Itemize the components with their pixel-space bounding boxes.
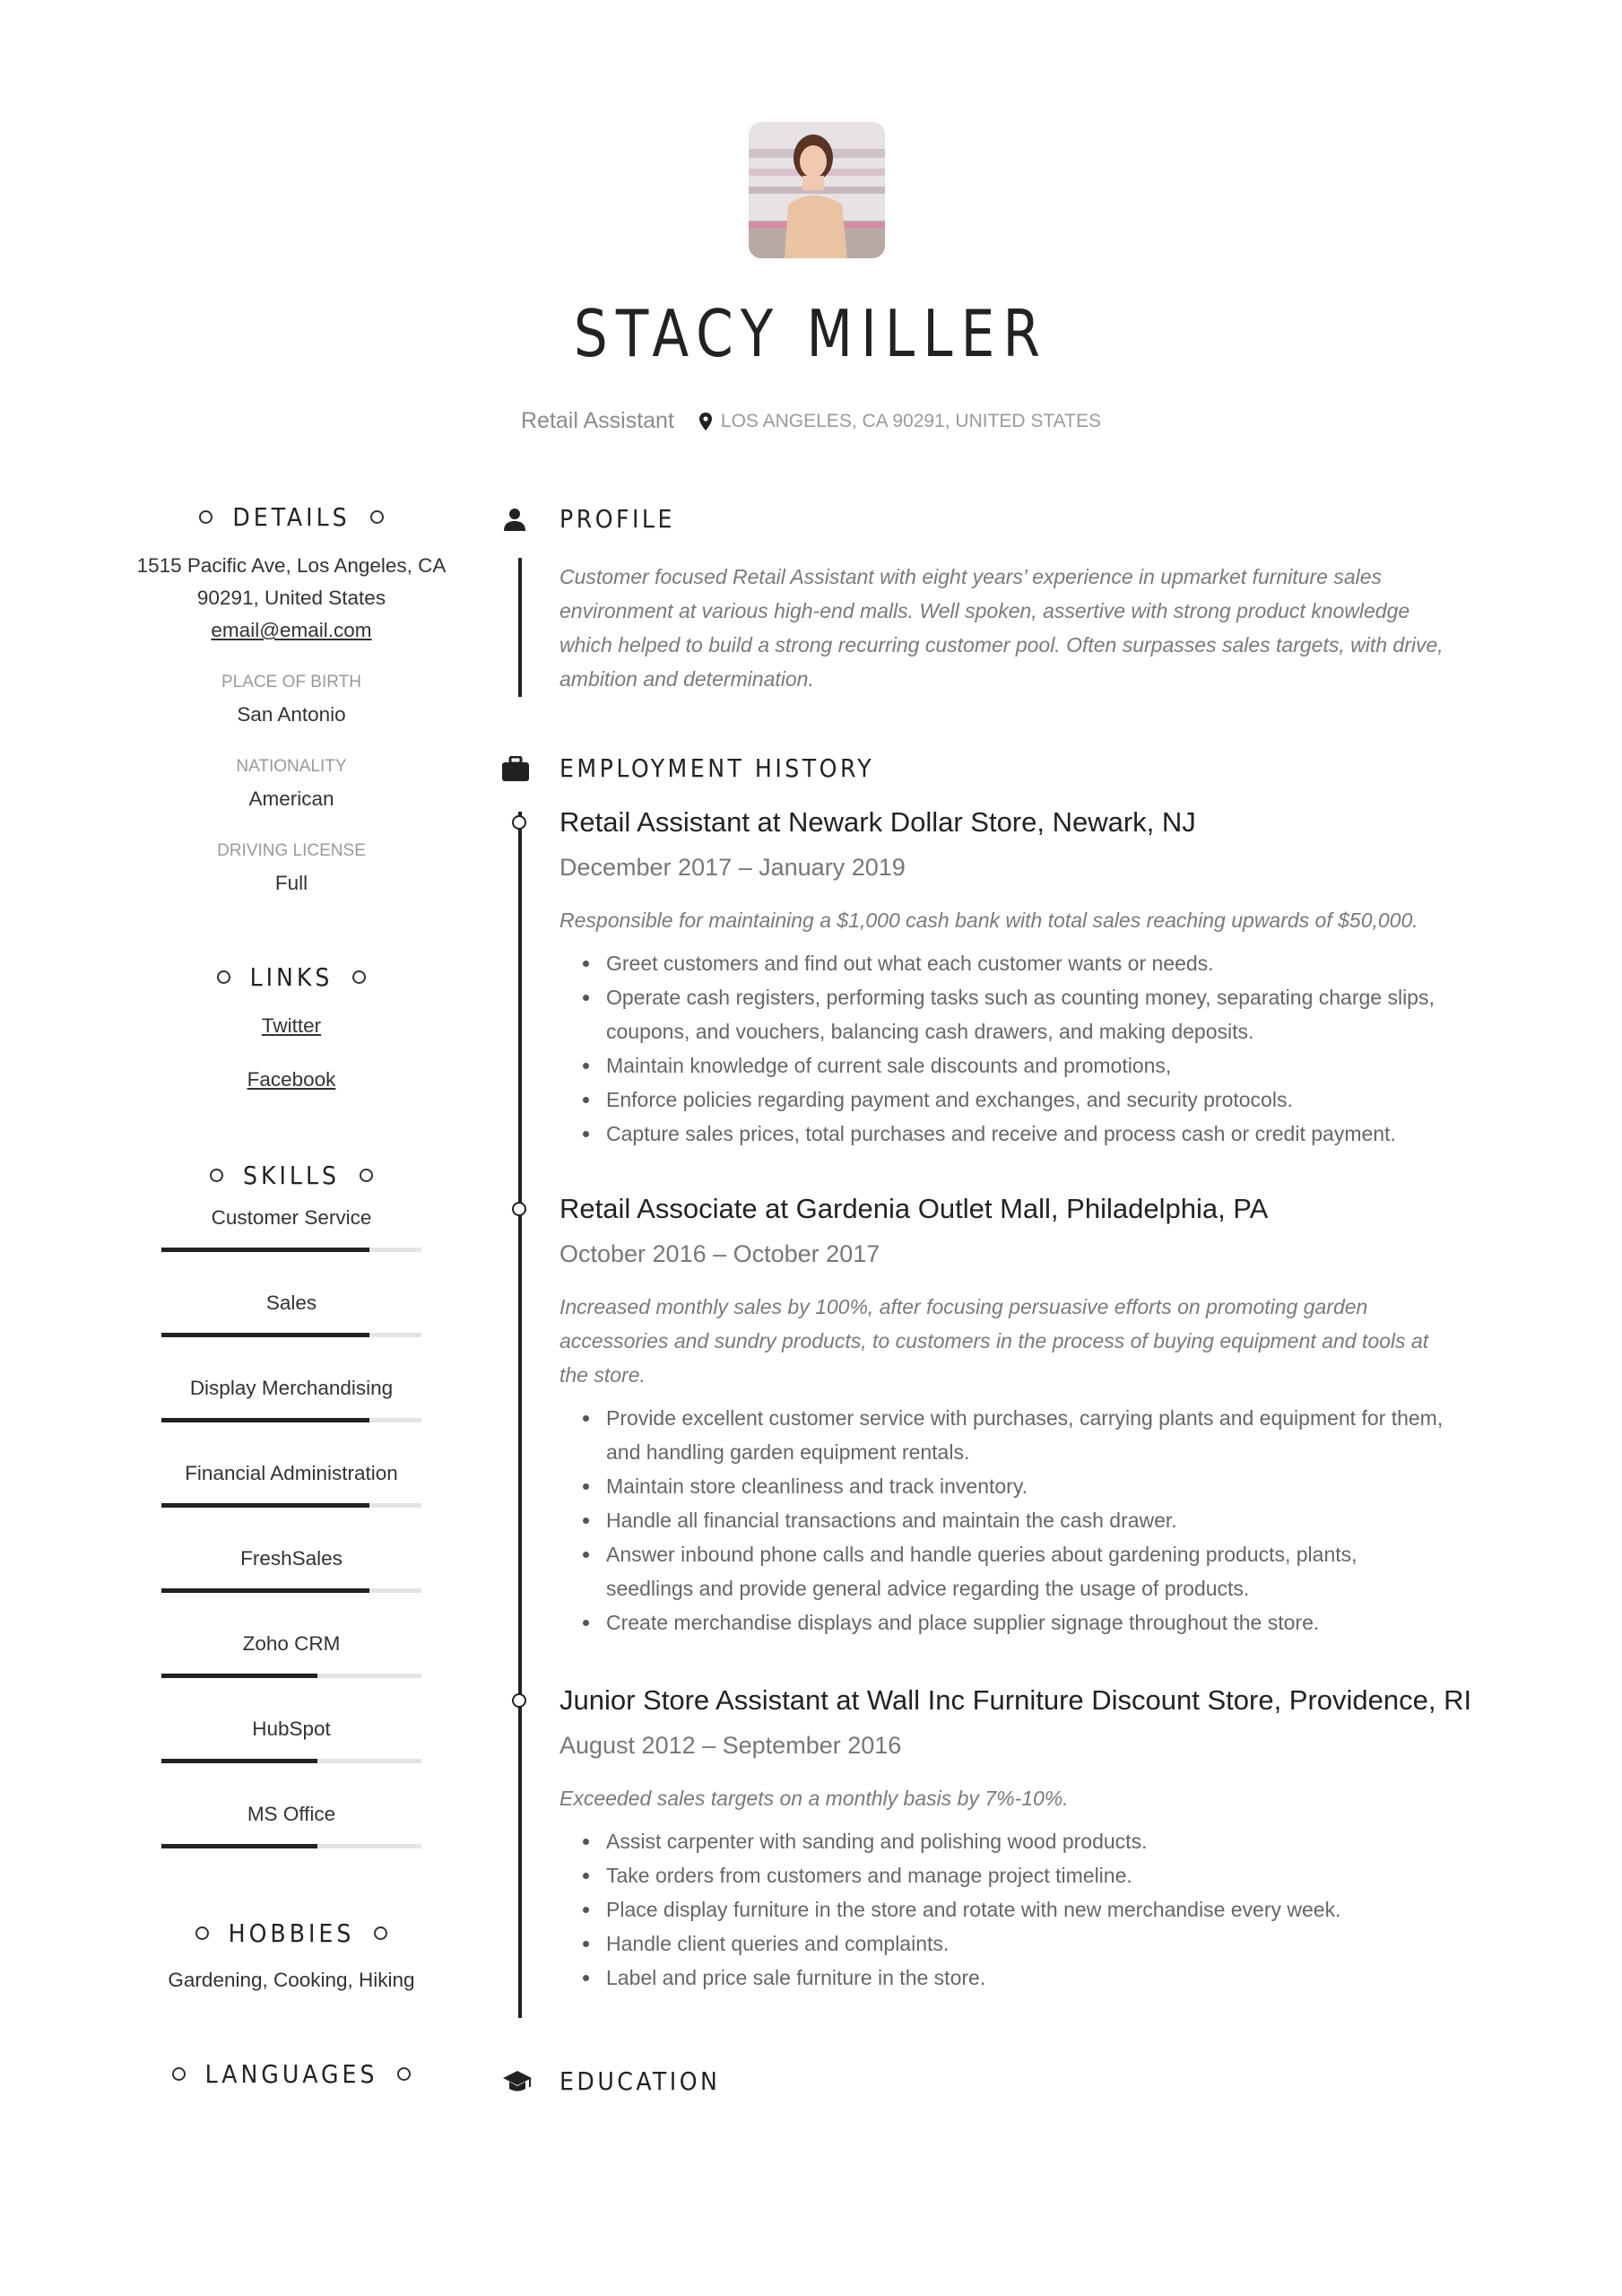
driving-license: Full (274, 872, 308, 894)
skills-list (134, 1203, 448, 1848)
employment-heading (502, 753, 874, 783)
briefcase-icon (502, 756, 529, 781)
profile-line: Customer focused Retail Assistant with eight years’ experience in upmarket furniture sales (559, 565, 1383, 588)
location-text: LOS ANGELES, CA 90291, UNITED STATES (720, 410, 1101, 431)
job-summary-line: Increased monthly sales by 100%, after focusing persuasive efforts on promoting garden (559, 1295, 1368, 1318)
skill-item (134, 1373, 448, 1422)
list-item: Label and price sale furniture in the store. (606, 1961, 1510, 1995)
ring-icon (360, 1169, 373, 1182)
list-item: Capture sales prices, total purchases and receive and process cash or credit payment. (606, 1117, 1510, 1151)
job-summary-line: Responsible for maintaining a $1,000 cash bank with total sales reaching upwards of $50,000. (559, 909, 1418, 932)
skill-label: Display Merchandising (189, 1377, 394, 1399)
skill-item (134, 1544, 448, 1593)
job-entry (559, 1681, 1510, 1995)
driving-license-label: DRIVING LICENSE (217, 841, 366, 860)
skills-heading (134, 1161, 448, 1190)
job-dates: December 2017 – January 2019 (559, 854, 906, 881)
ring-icon (210, 1169, 223, 1182)
ring-icon (397, 2067, 411, 2081)
details-heading (134, 502, 448, 532)
list-item: Greet customers and find out what each customer wants or needs. (606, 946, 1510, 980)
profile-photo (749, 122, 885, 258)
address-line-1: 1515 Pacific Ave, Los Angeles, CA (136, 554, 447, 577)
profile-heading (502, 504, 675, 534)
hobbies-text: Gardening, Cooking, Hiking (168, 1969, 415, 1991)
job-title: Junior Store Assistant at Wall Inc Furniture Discount Store, Providence, RI (559, 1684, 1472, 1716)
address-line-2: 90291, United States (196, 587, 386, 609)
skill-bar (161, 1588, 421, 1593)
skill-item (134, 1629, 448, 1678)
list-item: Create merchandise displays and place supplier signage throughout the store. (606, 1605, 1510, 1639)
nationality: American (248, 787, 334, 810)
link-facebook[interactable]: Facebook (247, 1068, 336, 1091)
list-item: Provide excellent customer service with purchases, carrying plants and equipment for them, and handling garden equipment rentals. (606, 1401, 1510, 1469)
list-item: Enforce policies regarding payment and exchanges, and security protocols. (606, 1083, 1510, 1117)
header-subtitle (0, 408, 1622, 434)
skill-bar-fill (161, 1418, 369, 1422)
skill-bar-fill (161, 1588, 369, 1593)
job-bullets (559, 1824, 1510, 1995)
place-of-birth-label: PLACE OF BIRTH (221, 673, 361, 691)
skill-label: Zoho CRM (242, 1632, 341, 1655)
profile-summary (559, 560, 1510, 696)
skill-item (134, 1714, 448, 1763)
hobbies-heading (134, 1918, 448, 1948)
timeline-node (512, 1693, 526, 1708)
list-item: Place display furniture in the store and rotate with new merchandise every week. (606, 1892, 1510, 1926)
job-bullets (559, 1401, 1510, 1639)
skill-bar-fill (161, 1503, 369, 1508)
profile-photo-illustration (749, 122, 885, 258)
job-summary-line: accessories and sundry products, to customers in the process of buying equipment and tools at (559, 1329, 1429, 1352)
job-bullets (559, 946, 1510, 1151)
skill-bar-fill (161, 1333, 369, 1337)
skill-label: Customer Service (211, 1206, 372, 1229)
job-title: Retail Associate at Gardenia Outlet Mall, Philadelphia, PA (559, 1193, 1269, 1224)
ring-icon (195, 1926, 209, 1940)
skills-heading-label: SKILLS (243, 1161, 340, 1190)
ring-icon (172, 2067, 186, 2081)
profile-line: environment at various high-end malls. Well spoken, assertive with strong product knowledge (559, 599, 1410, 622)
profile-heading-label: PROFILE (559, 504, 675, 534)
skill-bar (161, 1248, 421, 1252)
languages-heading (134, 2059, 448, 2089)
ring-icon (217, 970, 230, 984)
candidate-name: STACY MILLER (573, 296, 1049, 371)
ring-icon (370, 510, 384, 524)
skill-item (134, 1288, 448, 1337)
link-twitter[interactable]: Twitter (261, 1014, 322, 1037)
employment-heading-label: EMPLOYMENT HISTORY (559, 753, 875, 783)
list-item: Maintain knowledge of current sale discounts and promotions, (606, 1048, 1510, 1083)
skill-label: FreshSales (240, 1547, 343, 1570)
job-entry (559, 803, 1510, 1151)
job-title: Retail Assistant at Newark Dollar Store, Newark, NJ (559, 806, 1196, 838)
job-dates: August 2012 – September 2016 (559, 1732, 902, 1759)
nationality-label: NATIONALITY (236, 757, 347, 776)
skill-bar-fill (161, 1759, 317, 1763)
job-title: Retail Assistant (521, 408, 674, 433)
skill-bar (161, 1674, 421, 1678)
links-heading (134, 962, 448, 992)
list-item: Assist carpenter with sanding and polishing wood products. (606, 1824, 1510, 1858)
skill-bar (161, 1844, 421, 1848)
skill-label: Financial Administration (185, 1462, 398, 1484)
job-summary (559, 1781, 1510, 1815)
list-item: Maintain store cleanliness and track inventory. (606, 1469, 1510, 1503)
skill-bar (161, 1333, 421, 1337)
ring-icon (199, 510, 213, 524)
profile-line: ambition and determination. (559, 667, 814, 691)
skill-item (134, 1203, 448, 1252)
skill-bar-fill (161, 1248, 369, 1252)
location (699, 411, 1101, 432)
skill-label: HubSpot (252, 1718, 331, 1740)
ring-icon (352, 970, 366, 984)
profile-line: which helped to build a strong recurring customer pool. Often surpasses sales targets, with drive, (559, 633, 1444, 657)
links-heading-label: LINKS (249, 962, 334, 992)
profile-timeline-line (518, 558, 522, 697)
skill-bar-fill (161, 1844, 317, 1848)
job-summary-line: the store. (559, 1363, 646, 1387)
details-heading-label: DETAILS (232, 502, 351, 532)
timeline-node (512, 1202, 526, 1216)
job-summary (559, 903, 1510, 937)
skill-item (134, 1799, 448, 1848)
list-item: Take orders from customers and manage project timeline. (606, 1858, 1510, 1892)
skill-bar (161, 1759, 421, 1763)
skill-bar (161, 1503, 421, 1508)
skill-label: Sales (265, 1292, 317, 1314)
education-heading-label: EDUCATION (559, 2066, 721, 2096)
job-dates: October 2016 – October 2017 (559, 1240, 880, 1267)
job-summary (559, 1290, 1510, 1392)
email-link[interactable]: email@email.com (211, 619, 372, 641)
hobbies-heading-label: HOBBIES (228, 1918, 355, 1948)
skill-bar (161, 1418, 421, 1422)
languages-heading-label: LANGUAGES (204, 2059, 378, 2089)
location-pin-icon (699, 413, 712, 430)
skill-item (134, 1458, 448, 1508)
employment-timeline-line (518, 812, 522, 2018)
timeline-node (512, 815, 526, 830)
education-heading (502, 2066, 720, 2096)
list-item: Answer inbound phone calls and handle queries about gardening products, plants, seedlings and provide general advice regarding the usage of products. (606, 1537, 1510, 1605)
ring-icon (374, 1926, 387, 1940)
list-item: Handle client queries and complaints. (606, 1926, 1510, 1961)
skill-bar-fill (161, 1674, 317, 1678)
job-entry (559, 1189, 1510, 1639)
graduation-cap-icon (502, 2069, 533, 2094)
sidebar (134, 502, 448, 2089)
skill-label: MS Office (247, 1803, 336, 1825)
list-item: Operate cash registers, performing tasks such as counting money, separating charge slips, coupons, and vouchers, balancing cash drawers, and making deposits. (606, 980, 1510, 1048)
place-of-birth: San Antonio (237, 703, 346, 726)
job-summary-line: Exceeded sales targets on a monthly basis by 7%-10%. (559, 1787, 1069, 1810)
list-item: Handle all financial transactions and maintain the cash drawer. (606, 1503, 1510, 1537)
person-icon (502, 507, 527, 532)
